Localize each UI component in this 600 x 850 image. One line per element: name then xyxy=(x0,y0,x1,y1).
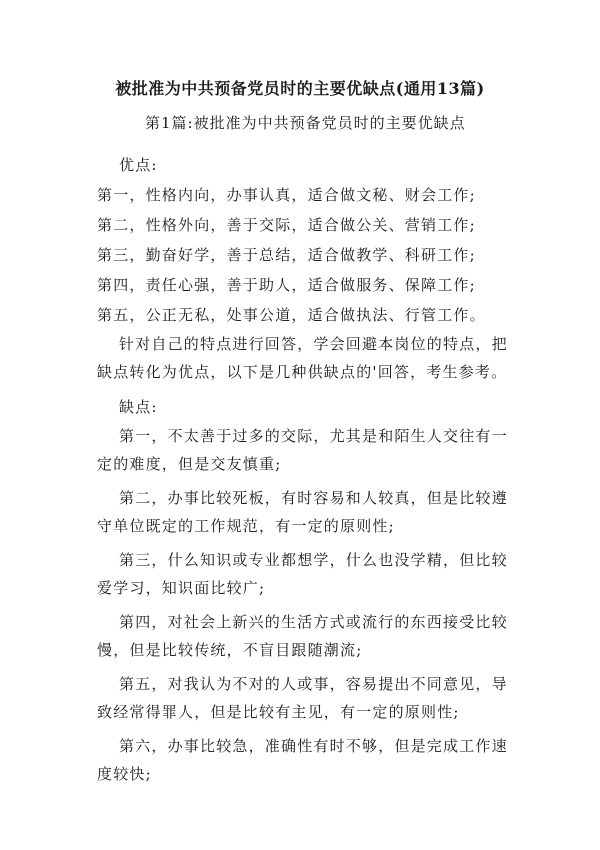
strength-item: 第三，勤奋好学，善于总结，适合做教学、科研工作; xyxy=(97,246,476,264)
weakness-item: 第四，对社会上新兴的生活方式或流行的东西接受比较慢，但是比较传统，不盲目跟随潮流; xyxy=(97,613,508,659)
weakness-item: 第六，办事比较急，准确性有时不够，但是完成工作速度较快; xyxy=(97,737,508,783)
strength-item: 第一，性格内向，办事认真，适合做文秘、财会工作; xyxy=(97,186,476,204)
weakness-item: 第五，对我认为不对的人或事，容易提出不同意见，导致经常得罪人，但是比较有主见，有一定的原则性; xyxy=(97,675,508,721)
strength-item: 第五，公正无私，处事公道，适合做执法、行管工作。 xyxy=(97,306,486,324)
document-title: 被批准为中共预备党员时的主要优缺点(通用13篇) xyxy=(115,79,485,98)
strengths-heading: 优点: xyxy=(119,156,158,174)
weakness-item: 第二，办事比较死板，有时容易和人较真，但是比较遵守单位既定的工作规范，有一定的原则性; xyxy=(97,489,508,535)
strength-item: 第二，性格外向，善于交际，适合做公关、营销工作; xyxy=(97,216,476,234)
weaknesses-heading: 缺点: xyxy=(119,398,158,416)
strength-item: 第四，责任心强，善于助人，适合做服务、保障工作; xyxy=(97,276,476,294)
weakness-item: 第一，不太善于过多的交际，尤其是和陌生人交往有一定的难度，但是交友慎重; xyxy=(97,427,508,473)
document-body xyxy=(97,150,517,794)
weakness-item: 第三，什么知识或专业都想学，什么也没学精，但比较爱学习，知识面比较广; xyxy=(97,551,508,597)
document-subtitle: 第1篇:被批准为中共预备党员时的主要优缺点 xyxy=(145,114,466,132)
transition-paragraph: 针对自己的特点进行回答，学会回避本岗位的特点，把缺点转化为优点，以下是几种供缺点的'回答，考生参考。 xyxy=(97,335,508,381)
